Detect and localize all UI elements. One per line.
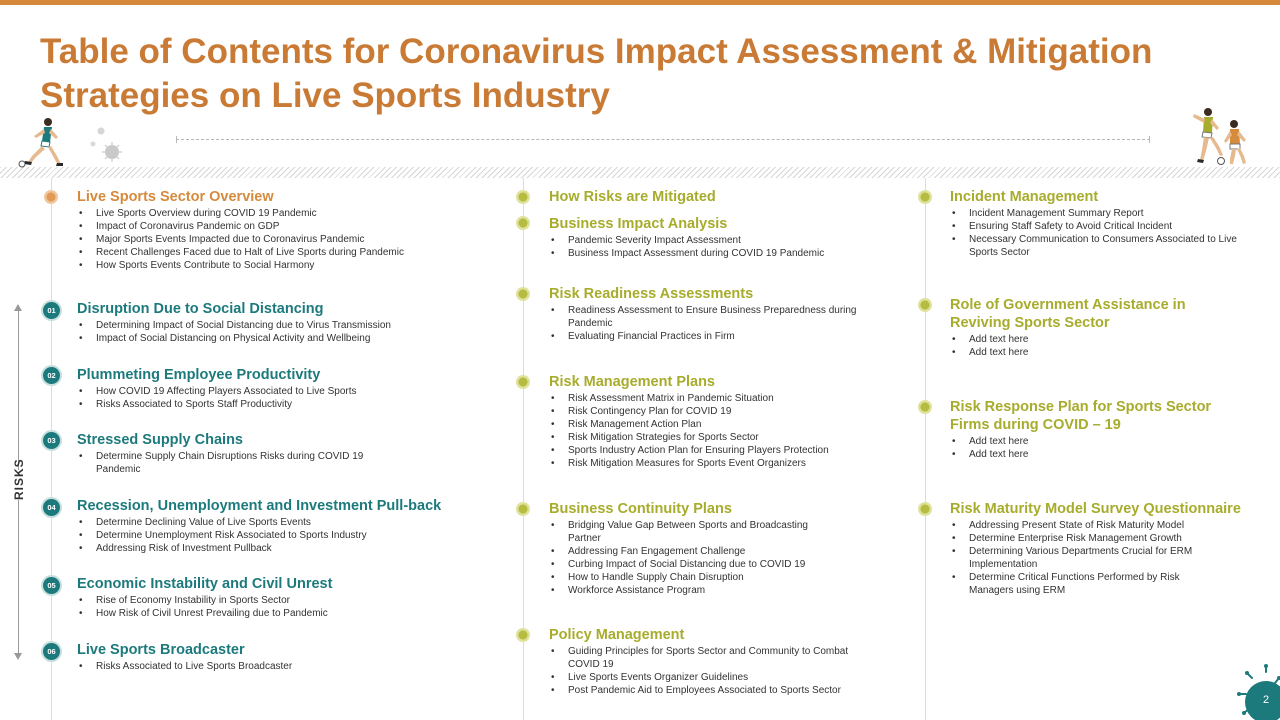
list-item: • Post Pandemic Aid to Employees Associated to Sports Sector	[549, 684, 879, 697]
list-item: • Recent Challenges Faced due to Halt of Live Sports during Pandemic	[77, 246, 507, 259]
list-item: • Curbing Impact of Social Distancing due to COVID 19	[549, 558, 809, 571]
section-items	[549, 234, 909, 260]
page-number: 2	[1262, 694, 1270, 706]
list-item: • Add text here	[950, 435, 1220, 448]
list-item: • Risks Associated to Sports Staff Productivity	[77, 398, 497, 411]
list-item: • Addressing Present State of Risk Maturity Model	[950, 519, 1220, 532]
list-item: • Determining Impact of Social Distancing due to Virus Transmission	[77, 319, 497, 332]
toc-section-how-risks-mitigated	[549, 188, 909, 206]
section-title[interactable]: Economic Instability and Civil Unrest	[77, 576, 333, 592]
section-marker-icon	[516, 375, 530, 389]
section-title[interactable]: How Risks are Mitigated	[549, 189, 716, 205]
section-number-badge: 02	[43, 367, 60, 384]
section-title[interactable]: Plummeting Employee Productivity	[77, 367, 321, 383]
list-item: • Determining Various Departments Crucial for ERM Implementation	[950, 545, 1220, 571]
toc-section-risk-management-plans	[549, 373, 909, 470]
toc-section-business-impact	[549, 215, 909, 260]
list-item: • Evaluating Financial Practices in Firm	[549, 330, 869, 343]
risks-label: RISKS	[12, 458, 26, 500]
list-item: • Determine Critical Functions Performed by Risk Managers using ERM	[950, 571, 1220, 597]
list-item: • Risks Associated to Live Sports Broadcaster	[77, 660, 497, 673]
section-items	[950, 435, 1220, 461]
section-marker-icon	[918, 190, 932, 204]
section-items	[549, 392, 909, 470]
list-item: • Determine Declining Value of Live Sports Events	[77, 516, 507, 529]
section-title[interactable]: Incident Management	[950, 189, 1099, 205]
list-item: • Rise of Economy Instability in Sports Sector	[77, 594, 497, 607]
toc-section-economic-instability	[77, 575, 497, 620]
list-item: • Risk Management Action Plan	[549, 418, 909, 431]
column3-timeline	[925, 178, 926, 720]
section-title[interactable]: Risk Readiness Assessments	[549, 286, 754, 302]
section-title[interactable]: Disruption Due to Social Distancing	[77, 301, 324, 317]
toc-section-risk-readiness	[549, 285, 909, 343]
list-item: • Risk Mitigation Strategies for Sports Sector	[549, 431, 909, 444]
section-title[interactable]: Policy Management	[549, 627, 685, 643]
section-items	[77, 207, 507, 272]
list-item: • How to Handle Supply Chain Disruption	[549, 571, 809, 584]
list-item: • Determine Unemployment Risk Associated to Sports Industry	[77, 529, 507, 542]
list-item: • Guiding Principles for Sports Sector and Community to Combat COVID 19	[549, 645, 879, 671]
section-number-badge: 06	[43, 643, 60, 660]
section-items	[77, 450, 377, 476]
toc-section-disruption-social-distancing	[77, 300, 497, 345]
section-title[interactable]: Role of Government Assistance in Reviving Sports Sector	[950, 297, 1186, 331]
section-marker-icon	[918, 298, 932, 312]
section-number-badge: 05	[43, 577, 60, 594]
section-title[interactable]: Business Impact Analysis	[549, 216, 728, 232]
list-item: • Necessary Communication to Consumers Associated to Live Sports Sector	[950, 233, 1250, 259]
toc-section-business-continuity	[549, 500, 909, 597]
section-marker-icon	[516, 287, 530, 301]
section-title[interactable]: Risk Response Plan for Sports Sector Firms during COVID – 19	[950, 399, 1212, 433]
arrow-down-icon	[14, 653, 22, 660]
section-items	[950, 207, 1250, 259]
list-item: • Addressing Fan Engagement Challenge	[549, 545, 809, 558]
list-item: • Add text here	[950, 333, 1210, 346]
section-number-badge: 01	[43, 302, 60, 319]
arrow-up-icon	[14, 304, 22, 311]
list-item: • Add text here	[950, 346, 1210, 359]
list-item: • Determine Enterprise Risk Management Growth	[950, 532, 1220, 545]
soccer-players-right-icon	[1186, 104, 1258, 168]
section-title[interactable]: Business Continuity Plans	[549, 501, 732, 517]
section-marker-icon	[44, 190, 58, 204]
toc-section-risk-maturity-model	[950, 500, 1270, 597]
list-item: • How Sports Events Contribute to Social Harmony	[77, 259, 507, 272]
section-marker-icon	[516, 216, 530, 230]
list-item: • Readiness Assessment to Ensure Business Preparedness during Pandemic	[549, 304, 869, 330]
list-item: • Ensuring Staff Safety to Avoid Critical Incident	[950, 220, 1250, 233]
toc-section-broadcaster	[77, 641, 497, 673]
section-title[interactable]: Live Sports Sector Overview	[77, 189, 274, 205]
toc-section-government-assistance	[950, 296, 1210, 359]
page-title: Table of Contents for Coronavirus Impact Assessment & Mitigation Strategies on Live Sports Industry	[40, 32, 1153, 115]
section-marker-icon	[918, 502, 932, 516]
list-item: • Risk Contingency Plan for COVID 19	[549, 405, 909, 418]
section-marker-icon	[516, 628, 530, 642]
toc-section-recession	[77, 497, 507, 555]
toc-section-supply-chains	[77, 431, 407, 476]
section-items	[77, 319, 497, 345]
section-number-badge: 03	[43, 432, 60, 449]
list-item: • Workforce Assistance Program	[549, 584, 809, 597]
toc-section-employee-productivity	[77, 366, 497, 411]
list-item: • Bridging Value Gap Between Sports and Broadcasting Partner	[549, 519, 809, 545]
list-item: • Risk Mitigation Measures for Sports Event Organizers	[549, 457, 909, 470]
list-item: • Impact of Social Distancing on Physical Activity and Wellbeing	[77, 332, 497, 345]
list-item: • Live Sports Events Organizer Guidelines	[549, 671, 879, 684]
section-marker-icon	[516, 502, 530, 516]
list-item: • Incident Management Summary Report	[950, 207, 1250, 220]
hatched-divider	[0, 167, 1280, 178]
list-item: • Business Impact Assessment during COVID 19 Pandemic	[549, 247, 909, 260]
section-number-badge: 04	[43, 499, 60, 516]
soccer-player-left-icon	[18, 116, 64, 168]
virus-decoration-icon	[88, 126, 124, 162]
section-items	[950, 519, 1220, 597]
section-items	[549, 519, 809, 597]
section-items	[77, 516, 507, 555]
section-title[interactable]: Risk Management Plans	[549, 374, 715, 390]
list-item: • Impact of Coronavirus Pandemic on GDP	[77, 220, 507, 233]
top-accent-bar	[0, 0, 1280, 5]
section-items	[77, 385, 497, 411]
toc-section-policy-management	[549, 626, 909, 697]
section-title[interactable]: Live Sports Broadcaster	[77, 642, 245, 658]
list-item: • Determine Supply Chain Disruptions Risks during COVID 19 Pandemic	[77, 450, 377, 476]
list-item: • Risk Assessment Matrix in Pandemic Situation	[549, 392, 909, 405]
toc-section-incident-management	[950, 188, 1260, 259]
section-items	[950, 333, 1210, 359]
section-title[interactable]: Recession, Unemployment and Investment Pull-back	[77, 498, 442, 514]
section-items	[549, 645, 879, 697]
section-title[interactable]: Stressed Supply Chains	[77, 432, 243, 448]
section-marker-icon	[918, 400, 932, 414]
section-items	[549, 304, 869, 343]
list-item: • Pandemic Severity Impact Assessment	[549, 234, 909, 247]
list-item: • Sports Industry Action Plan for Ensuring Players Protection	[549, 444, 909, 457]
section-marker-icon	[516, 190, 530, 204]
list-item: • Major Sports Events Impacted due to Coronavirus Pandemic	[77, 233, 507, 246]
toc-section-risk-response-plan	[950, 398, 1220, 461]
list-item: • Add text here	[950, 448, 1220, 461]
list-item: • How Risk of Civil Unrest Prevailing due to Pandemic	[77, 607, 497, 620]
section-title[interactable]: Risk Maturity Model Survey Questionnaire	[950, 501, 1241, 517]
section-items	[77, 660, 497, 673]
toc-section-live-sports-overview	[77, 188, 507, 272]
section-items	[77, 594, 497, 620]
column1-timeline	[51, 178, 52, 720]
list-item: • How COVID 19 Affecting Players Associated to Live Sports	[77, 385, 497, 398]
virus-page-badge-icon	[1228, 664, 1280, 720]
list-item: • Addressing Risk of Investment Pullback	[77, 542, 507, 555]
list-item: • Live Sports Overview during COVID 19 Pandemic	[77, 207, 507, 220]
dashed-divider	[176, 139, 1150, 140]
